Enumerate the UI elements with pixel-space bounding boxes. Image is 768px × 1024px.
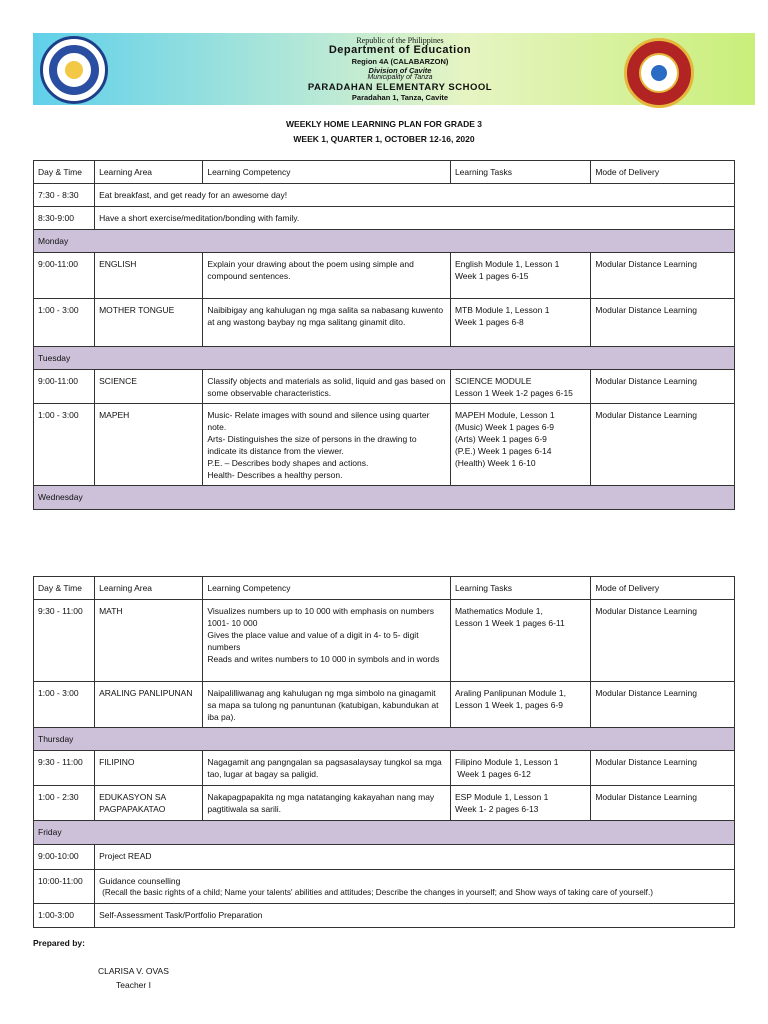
competency-line: P.E. – Describes body shapes and actions. xyxy=(207,458,369,468)
header-division: Division of Cavite xyxy=(368,66,432,75)
deped-seal-icon xyxy=(40,36,108,104)
table-row xyxy=(34,299,735,347)
day-label: Wednesday xyxy=(34,486,735,510)
col-header: Learning Competency xyxy=(203,577,451,600)
table-header-row xyxy=(34,577,735,600)
task-line: English Module 1, Lesson 1 xyxy=(454,259,560,269)
day-row-friday xyxy=(34,821,735,845)
table-row xyxy=(34,786,735,821)
header-region: Region 4A (CALABARZON) xyxy=(351,57,449,66)
col-header: Learning Tasks xyxy=(450,577,590,600)
activity-cell: Have a short exercise/meditation/bonding with family. xyxy=(95,207,735,230)
competency-line: Arts- Distinguishes the size of persons in the drawing to indicate its distance from the viewer. xyxy=(207,434,417,456)
area-cell: EDUKASYON SA PAGPAPAKATAO xyxy=(95,786,203,821)
time-cell: 9:00-11:00 xyxy=(34,253,95,299)
competency-line: Gives the place value and value of a digit in 4- to 5- digit numbers xyxy=(207,630,419,652)
day-label: Tuesday xyxy=(34,347,735,370)
col-header: Learning Tasks xyxy=(450,161,590,184)
activity-cell: Eat breakfast, and get ready for an awesome day! xyxy=(95,184,735,207)
task-line: Araling Panlipunan Module 1, xyxy=(454,688,566,698)
task-line: (Health) Week 1 6-10 xyxy=(454,458,536,468)
time-cell: 9:00-10:00 xyxy=(34,845,95,870)
table-row xyxy=(34,404,735,486)
competency-cell xyxy=(203,600,451,682)
task-line: MAPEH Module, Lesson 1 xyxy=(454,410,555,420)
day-row-thursday xyxy=(34,728,735,751)
task-line: Week 1- 2 pages 6-13 xyxy=(454,804,539,814)
area-cell: ARALING PANLIPUNAN xyxy=(95,682,203,728)
plan-subtitle: WEEK 1, QUARTER 1, OCTOBER 12-16, 2020 xyxy=(293,134,475,144)
task-line: Lesson 1 Week 1-2 pages 6-15 xyxy=(454,388,573,398)
header-address: Paradahan 1, Tanza, Cavite xyxy=(351,93,449,102)
plan-table-2 xyxy=(33,576,735,928)
prepared-by-label: Prepared by: xyxy=(33,938,85,948)
col-header: Learning Area xyxy=(95,577,203,600)
school-seal-icon xyxy=(624,38,694,108)
mode-cell: Modular Distance Learning xyxy=(591,370,735,404)
competency-cell: Classify objects and materials as solid, liquid and gas based on some observable characteristics. xyxy=(203,370,451,404)
day-label: Thursday xyxy=(34,728,735,751)
task-line: ESP Module 1, Lesson 1 xyxy=(454,792,549,802)
task-line: Lesson 1 Week 1, pages 6-9 xyxy=(454,700,563,710)
task-line: (Music) Week 1 pages 6-9 xyxy=(454,422,554,432)
time-cell: 10:00-11:00 xyxy=(34,870,95,904)
competency-cell: Nagagamit ang pangngalan sa pagsasalaysay tungkol sa mga tao, lugar at bagay sa paligid. xyxy=(203,751,451,786)
day-label: Monday xyxy=(34,230,735,253)
tasks-cell xyxy=(450,404,590,486)
col-header: Learning Competency xyxy=(203,161,451,184)
tasks-cell xyxy=(450,682,590,728)
time-cell: 9:30 - 11:00 xyxy=(34,600,95,682)
time-cell: 7:30 - 8:30 xyxy=(34,184,95,207)
table-row xyxy=(34,370,735,404)
time-cell: 1:00 - 3:00 xyxy=(34,404,95,486)
mode-cell: Modular Distance Learning xyxy=(591,600,735,682)
tasks-cell xyxy=(450,299,590,347)
competency-line: Reads and writes numbers to 10 000 in symbols and in words xyxy=(207,654,440,664)
time-cell: 9:30 - 11:00 xyxy=(34,751,95,786)
header-republic: Republic of the Philippines xyxy=(356,36,444,45)
competency-cell: Naipalilliwanag ang kahulugan ng mga simbolo na ginagamit sa mapa sa tulong ng panuntunan (katubigan, kabundukan at iba pa). xyxy=(203,682,451,728)
activity-cell xyxy=(95,870,735,904)
time-cell: 1:00 - 3:00 xyxy=(34,299,95,347)
plan-table-1 xyxy=(33,160,735,510)
mode-cell: Modular Distance Learning xyxy=(591,404,735,486)
task-line: Week 1 pages 6-8 xyxy=(454,317,524,327)
plan-title: WEEKLY HOME LEARNING PLAN FOR GRADE 3 xyxy=(286,119,482,129)
table-row xyxy=(34,207,735,230)
day-row-monday xyxy=(34,230,735,253)
time-cell: 1:00 - 2:30 xyxy=(34,786,95,821)
activity-line: Self-Assessment Task/Portfolio Preparation xyxy=(99,910,263,920)
tasks-cell xyxy=(450,600,590,682)
competency-line: Health- Describes a healthy person. xyxy=(207,470,343,480)
task-line: (Arts) Week 1 pages 6-9 xyxy=(454,434,547,444)
competency-line: Music- Relate images with sound and silence using quarter note. xyxy=(207,410,430,432)
table-row xyxy=(34,253,735,299)
area-cell: MOTHER TONGUE xyxy=(95,299,203,347)
competency-cell xyxy=(203,404,451,486)
header-department: Department of Education xyxy=(328,44,472,56)
table-row xyxy=(34,904,735,928)
task-line: SCIENCE MODULE xyxy=(454,376,532,386)
task-line: Lesson 1 Week 1 pages 6-11 xyxy=(454,618,565,628)
day-label: Friday xyxy=(34,821,735,845)
col-header: Day & Time xyxy=(34,161,95,184)
table-row xyxy=(34,184,735,207)
competency-cell: Explain your drawing about the poem using simple and compound sentences. xyxy=(203,253,451,299)
mode-cell: Modular Distance Learning xyxy=(591,253,735,299)
table-row xyxy=(34,845,735,870)
task-line: Mathematics Module 1, xyxy=(454,606,543,616)
area-cell: FILIPINO xyxy=(95,751,203,786)
tasks-cell xyxy=(450,786,590,821)
time-cell: 1:00-3:00 xyxy=(34,904,95,928)
activity-cell xyxy=(95,904,735,928)
col-header: Mode of Delivery xyxy=(591,161,735,184)
table-row xyxy=(34,682,735,728)
task-line: Week 1 pages 6-12 xyxy=(454,769,531,779)
area-cell: ENGLISH xyxy=(95,253,203,299)
competency-line: Visualizes numbers up to 10 000 with emphasis on numbers 1001- 10 000 xyxy=(207,606,434,628)
activity-line: (Recall the basic rights of a child; Name your talents' abilities and attitudes; Describe the changes in yourself; and Show ways of taking care of yourself.) xyxy=(102,888,653,897)
table-row xyxy=(34,751,735,786)
mode-cell: Modular Distance Learning xyxy=(591,299,735,347)
activity-cell xyxy=(95,845,735,870)
activity-line: Guidance counselling xyxy=(99,876,181,886)
activity-line: Project READ xyxy=(99,851,152,861)
mode-cell: Modular Distance Learning xyxy=(591,682,735,728)
day-row-wednesday xyxy=(34,486,735,510)
mode-cell: Modular Distance Learning xyxy=(591,786,735,821)
tasks-cell xyxy=(450,253,590,299)
col-header: Day & Time xyxy=(34,577,95,600)
time-cell: 1:00 - 3:00 xyxy=(34,682,95,728)
competency-cell: Naibibigay ang kahulugan ng mga salita sa nabasang kuwento at ang wastong baybay ng mga salitang ginamit dito. xyxy=(203,299,451,347)
col-header: Mode of Delivery xyxy=(591,577,735,600)
time-cell: 8:30-9:00 xyxy=(34,207,95,230)
mode-cell: Modular Distance Learning xyxy=(591,751,735,786)
teacher-position: Teacher I xyxy=(116,980,151,990)
task-line: Week 1 pages 6-15 xyxy=(454,271,529,281)
time-cell: 9:00-11:00 xyxy=(34,370,95,404)
header-school: PARADAHAN ELEMENTARY SCHOOL xyxy=(307,82,493,93)
table-row xyxy=(34,870,735,904)
table-header-row xyxy=(34,161,735,184)
area-cell: MATH xyxy=(95,600,203,682)
task-line: MTB Module 1, Lesson 1 xyxy=(454,305,550,315)
task-line: (P.E.) Week 1 pages 6-14 xyxy=(454,446,552,456)
day-row-tuesday xyxy=(34,347,735,370)
competency-cell: Nakapagpapakita ng mga natatanging kakayahan nang may pagtitiwala sa sarili. xyxy=(203,786,451,821)
header-municipality: Municipality of Tanza xyxy=(367,74,433,81)
table-row xyxy=(34,600,735,682)
area-cell: SCIENCE xyxy=(95,370,203,404)
tasks-cell xyxy=(450,370,590,404)
area-cell: MAPEH xyxy=(95,404,203,486)
tasks-cell xyxy=(450,751,590,786)
teacher-name: CLARISA V. OVAS xyxy=(98,966,169,976)
task-line: Filipino Module 1, Lesson 1 xyxy=(454,757,559,767)
col-header: Learning Area xyxy=(95,161,203,184)
